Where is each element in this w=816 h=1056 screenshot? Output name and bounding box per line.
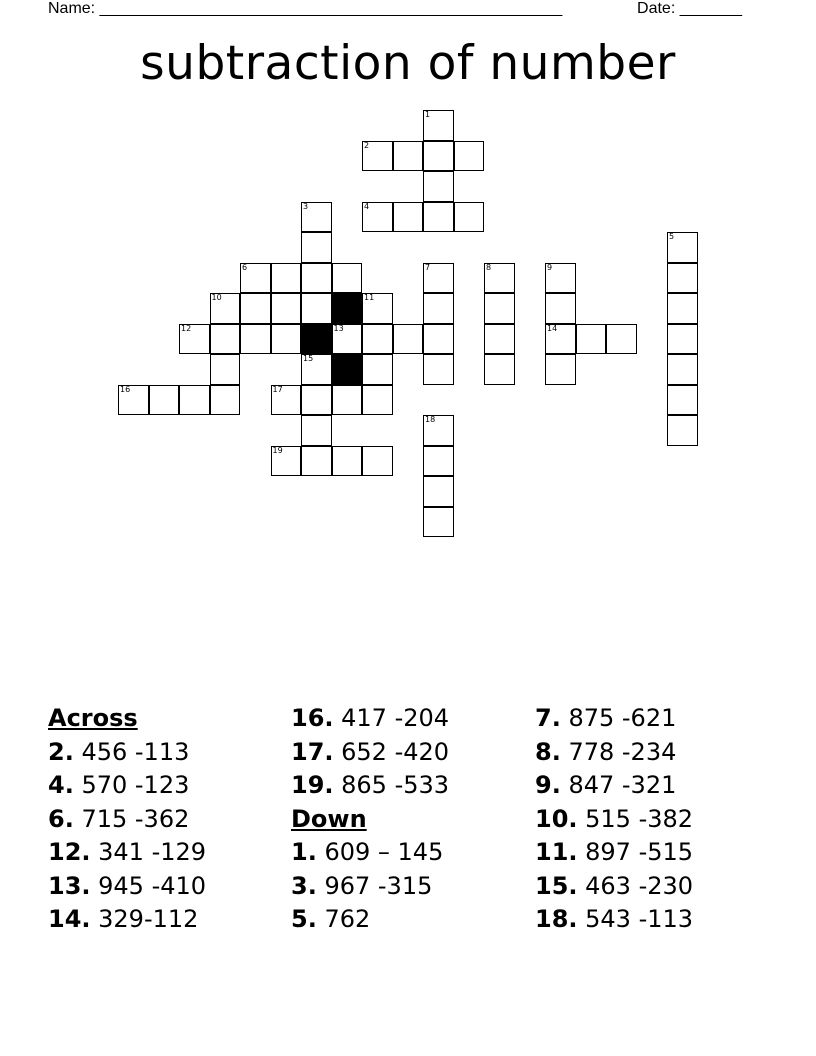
clue-number: 12 — [181, 323, 192, 333]
clue-text: 652 -420 — [333, 737, 450, 766]
clue-number: 18. — [535, 905, 578, 933]
down-clue-list-continued — [535, 702, 775, 937]
clue-number: 1. — [291, 838, 317, 866]
clue-number: 8. — [535, 737, 561, 766]
grid-cell[interactable] — [393, 202, 424, 233]
clue-number: 5 — [669, 232, 675, 241]
grid-cell[interactable] — [545, 263, 576, 294]
clue-text: 570 -123 — [73, 771, 190, 799]
grid-cell[interactable] — [423, 293, 454, 324]
down-clue — [535, 870, 775, 904]
clue-number: 5. — [291, 905, 317, 933]
date-line[interactable]: Date: _______ — [637, 0, 742, 17]
grid-cell[interactable] — [576, 324, 607, 355]
clue-text: 945 -410 — [90, 871, 207, 900]
black-square — [301, 324, 332, 355]
grid-cell[interactable] — [210, 354, 241, 385]
grid-cell[interactable] — [149, 385, 180, 416]
clue-number: 11 — [364, 293, 375, 302]
clue-number: 17 — [272, 384, 283, 394]
grid-cell[interactable] — [667, 293, 698, 324]
across-clue — [48, 769, 288, 803]
grid-cell[interactable] — [271, 385, 302, 416]
grid-cell[interactable] — [423, 110, 454, 141]
across-clue-list-continued — [291, 702, 531, 803]
grid-cell[interactable] — [271, 263, 302, 294]
grid-cell[interactable] — [423, 141, 454, 172]
grid-cell[interactable] — [301, 232, 332, 263]
black-square — [332, 354, 363, 385]
grid-cell[interactable] — [301, 202, 332, 233]
name-line[interactable]: Name: ____________________________________________________ — [48, 0, 563, 17]
clue-number: 16 — [120, 384, 131, 394]
across-clue — [48, 836, 288, 870]
across-clue-list — [48, 736, 288, 937]
grid-cell[interactable] — [362, 324, 393, 355]
grid-cell[interactable] — [332, 263, 363, 294]
clue-column-3 — [535, 702, 775, 937]
grid-cell[interactable] — [240, 324, 271, 355]
clue-number: 12. — [48, 838, 91, 866]
across-clue — [291, 702, 531, 736]
grid-cell[interactable] — [393, 141, 424, 172]
page-title: subtraction of number — [140, 36, 676, 91]
black-square — [332, 293, 363, 324]
down-clue — [535, 803, 775, 837]
grid-cell[interactable] — [271, 293, 302, 324]
clue-text: 865 -533 — [333, 771, 450, 799]
clue-number: 18 — [425, 415, 436, 424]
clue-number: 4. — [48, 771, 74, 799]
grid-cell[interactable] — [667, 263, 698, 294]
clue-number: 6. — [48, 804, 74, 833]
grid-cell[interactable] — [301, 263, 332, 294]
grid-cell[interactable] — [210, 293, 241, 324]
grid-cell[interactable] — [362, 293, 393, 324]
down-clue — [535, 903, 775, 937]
clue-number: 19 — [272, 445, 283, 455]
down-clue-list — [291, 836, 531, 937]
clue-number: 15. — [535, 871, 578, 900]
clue-text: 456 -113 — [73, 737, 190, 766]
down-heading: Down — [291, 804, 367, 833]
across-heading: Across — [48, 704, 138, 732]
down-clue — [535, 836, 775, 870]
grid-cell[interactable] — [240, 263, 271, 294]
clue-column-2 — [291, 702, 531, 937]
grid-cell[interactable] — [179, 385, 210, 416]
grid-cell[interactable] — [454, 202, 485, 233]
clue-text: 609 – 145 — [316, 838, 444, 866]
clue-number: 16. — [291, 704, 334, 732]
grid-cell[interactable] — [271, 446, 302, 477]
grid-cell[interactable] — [423, 324, 454, 355]
clue-number: 2. — [48, 737, 74, 766]
clue-number: 1 — [425, 110, 431, 119]
clue-number: 8 — [486, 262, 492, 272]
grid-cell[interactable] — [179, 324, 210, 355]
grid-cell[interactable] — [667, 324, 698, 355]
across-clue — [48, 903, 288, 937]
grid-cell[interactable] — [301, 446, 332, 477]
grid-cell[interactable] — [484, 354, 515, 385]
clue-text: 329-112 — [90, 905, 199, 933]
clue-number: 10 — [211, 293, 222, 302]
clue-text: 967 -315 — [316, 871, 433, 900]
clue-number: 2 — [364, 140, 370, 150]
clue-column-1 — [48, 702, 288, 937]
grid-cell[interactable] — [301, 354, 332, 385]
grid-cell[interactable] — [362, 354, 393, 385]
down-clue — [535, 769, 775, 803]
clue-text: 515 -382 — [577, 804, 694, 833]
clue-number: 17. — [291, 737, 334, 766]
down-clue — [291, 903, 531, 937]
grid-cell[interactable] — [423, 354, 454, 385]
grid-cell[interactable] — [240, 293, 271, 324]
clue-number: 14 — [547, 323, 558, 333]
clue-number: 9. — [535, 771, 561, 799]
grid-cell[interactable] — [423, 507, 454, 538]
grid-cell[interactable] — [423, 476, 454, 507]
clue-number: 14. — [48, 905, 91, 933]
grid-cell[interactable] — [423, 171, 454, 202]
down-clue — [291, 870, 531, 904]
grid-cell[interactable] — [301, 385, 332, 416]
grid-cell[interactable] — [484, 293, 515, 324]
down-clue — [535, 736, 775, 770]
grid-cell[interactable] — [423, 415, 454, 446]
down-clue — [535, 702, 775, 736]
clue-number: 3 — [303, 201, 309, 211]
grid-cell[interactable] — [332, 324, 363, 355]
grid-cell[interactable] — [484, 263, 515, 294]
grid-cell[interactable] — [271, 324, 302, 355]
clue-text: 543 -113 — [577, 905, 694, 933]
grid-cell[interactable] — [332, 446, 363, 477]
grid-cell[interactable] — [393, 324, 424, 355]
grid-cell[interactable] — [118, 385, 149, 416]
clue-number: 10. — [535, 804, 578, 833]
clue-text: 778 -234 — [560, 737, 677, 766]
clue-text: 847 -321 — [560, 771, 677, 799]
clue-number: 7 — [425, 262, 431, 272]
grid-cell[interactable] — [545, 354, 576, 385]
grid-cell[interactable] — [362, 385, 393, 416]
grid-cell[interactable] — [362, 202, 393, 233]
grid-cell[interactable] — [545, 293, 576, 324]
grid-cell[interactable] — [484, 324, 515, 355]
grid-cell[interactable] — [454, 141, 485, 172]
grid-cell[interactable] — [301, 293, 332, 324]
clue-text: 417 -204 — [333, 704, 450, 732]
grid-cell[interactable] — [667, 354, 698, 385]
grid-cell[interactable] — [210, 385, 241, 416]
across-clue — [48, 870, 288, 904]
clue-number: 13 — [333, 323, 344, 333]
clue-text: 897 -515 — [577, 838, 694, 866]
clue-text: 715 -362 — [73, 804, 190, 833]
grid-cell[interactable] — [667, 232, 698, 263]
clue-text: 875 -621 — [560, 704, 677, 732]
across-clue — [291, 769, 531, 803]
grid-cell[interactable] — [210, 324, 241, 355]
clue-number: 15 — [303, 354, 314, 363]
grid-cell[interactable] — [301, 415, 332, 446]
grid-cell[interactable] — [667, 385, 698, 416]
down-clue — [291, 836, 531, 870]
clue-number: 6 — [242, 262, 248, 272]
grid-cell[interactable] — [423, 263, 454, 294]
across-clue — [48, 803, 288, 837]
clue-number: 3. — [291, 871, 317, 900]
grid-cell[interactable] — [667, 415, 698, 446]
clue-number: 19. — [291, 771, 334, 799]
clue-number: 13. — [48, 871, 91, 900]
grid-cell[interactable] — [606, 324, 637, 355]
clue-number: 4 — [364, 201, 370, 211]
clue-number: 7. — [535, 704, 561, 732]
grid-cell[interactable] — [362, 141, 393, 172]
grid-cell[interactable] — [545, 324, 576, 355]
grid-cell[interactable] — [332, 385, 363, 416]
clue-text: 463 -230 — [577, 871, 694, 900]
across-clue — [291, 736, 531, 770]
clue-text: 762 — [316, 905, 371, 933]
grid-cell[interactable] — [423, 202, 454, 233]
clue-text: 341 -129 — [90, 838, 207, 866]
clue-number: 9 — [547, 262, 553, 272]
across-clue — [48, 736, 288, 770]
clue-number: 11. — [535, 838, 578, 866]
grid-cell[interactable] — [423, 446, 454, 477]
grid-cell[interactable] — [362, 446, 393, 477]
